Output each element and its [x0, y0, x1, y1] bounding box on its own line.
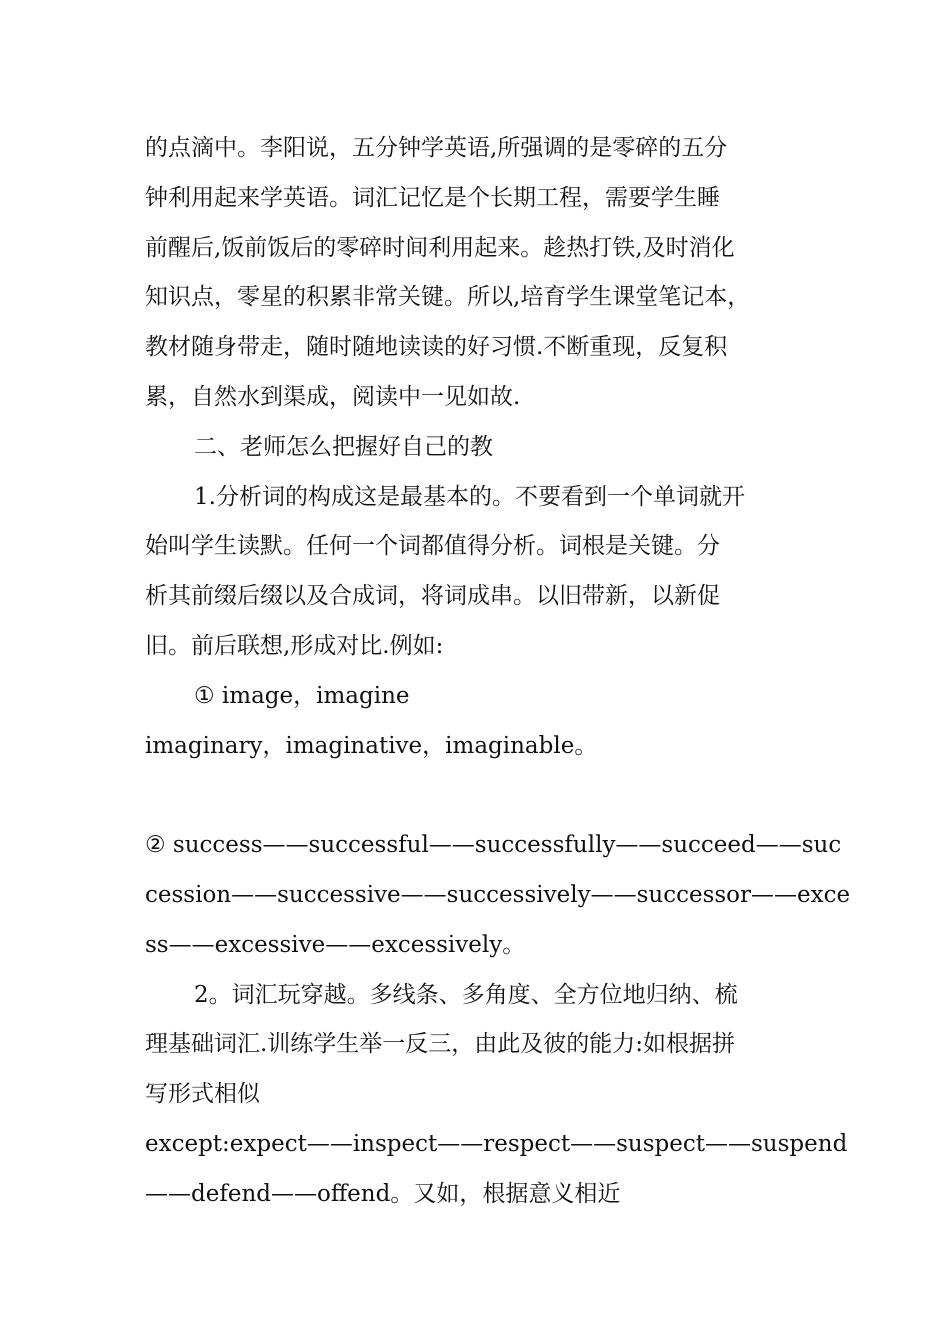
- section-heading: 二、老师怎么把握好自己的教: [194, 433, 493, 460]
- blank-line: [145, 771, 810, 821]
- text-line: 累，自然水到渠成，阅读中一见如故.: [145, 383, 521, 410]
- text-line: 的点滴中。李阳说，五分钟学英语,所强调的是零碎的五分: [145, 135, 728, 161]
- example-item: ② success——successful——successfully——succeed——suc: [145, 832, 842, 859]
- text-line: 始叫学生读默。任何一个词都值得分析。词根是关键。分: [145, 533, 720, 560]
- text-line: 钟利用起来学英语。词汇记忆是个长期工程，需要学生睡: [145, 184, 720, 211]
- text-line: 1.分析词的构成这是最基本的。不要看到一个单词就开: [194, 483, 745, 510]
- text-line: 写形式相似: [145, 1081, 260, 1108]
- example-item: ① image，imagine: [194, 682, 410, 709]
- text-line: 知识点，零星的积累非常关键。所以,培育学生课堂笔记本，: [145, 284, 751, 311]
- text-line: 理基础词汇.训练学生举一反三，由此及彼的能力:如根据拼: [145, 1031, 736, 1058]
- text-line: 2。词汇玩穿越。多线条、多角度、全方位地归纳、梳: [194, 981, 738, 1008]
- text-line: ——defend——offend。又如，根据意义相近: [145, 1180, 621, 1207]
- text-line: imaginary，imaginative，imaginable。: [145, 732, 598, 759]
- text-line: 析其前缀后缀以及合成词，将词成串。以旧带新，以新促: [145, 583, 720, 610]
- text-line: 教材随身带走，随时随地读读的好习惯.不断重现，反复积: [145, 334, 728, 361]
- document-body: [145, 124, 851, 1220]
- text-line: cession——successive——successively——successor——exce: [145, 881, 851, 908]
- text-line: ss——excessive——excessively。: [145, 931, 526, 958]
- text-line: except:expect——inspect——respect——suspect——suspend: [145, 1130, 848, 1157]
- text-line: 前醒后,饭前饭后的零碎时间利用起来。趁热打铁,及时消化: [145, 234, 735, 261]
- text-line: 旧。前后联想,形成对比.例如:: [145, 632, 444, 659]
